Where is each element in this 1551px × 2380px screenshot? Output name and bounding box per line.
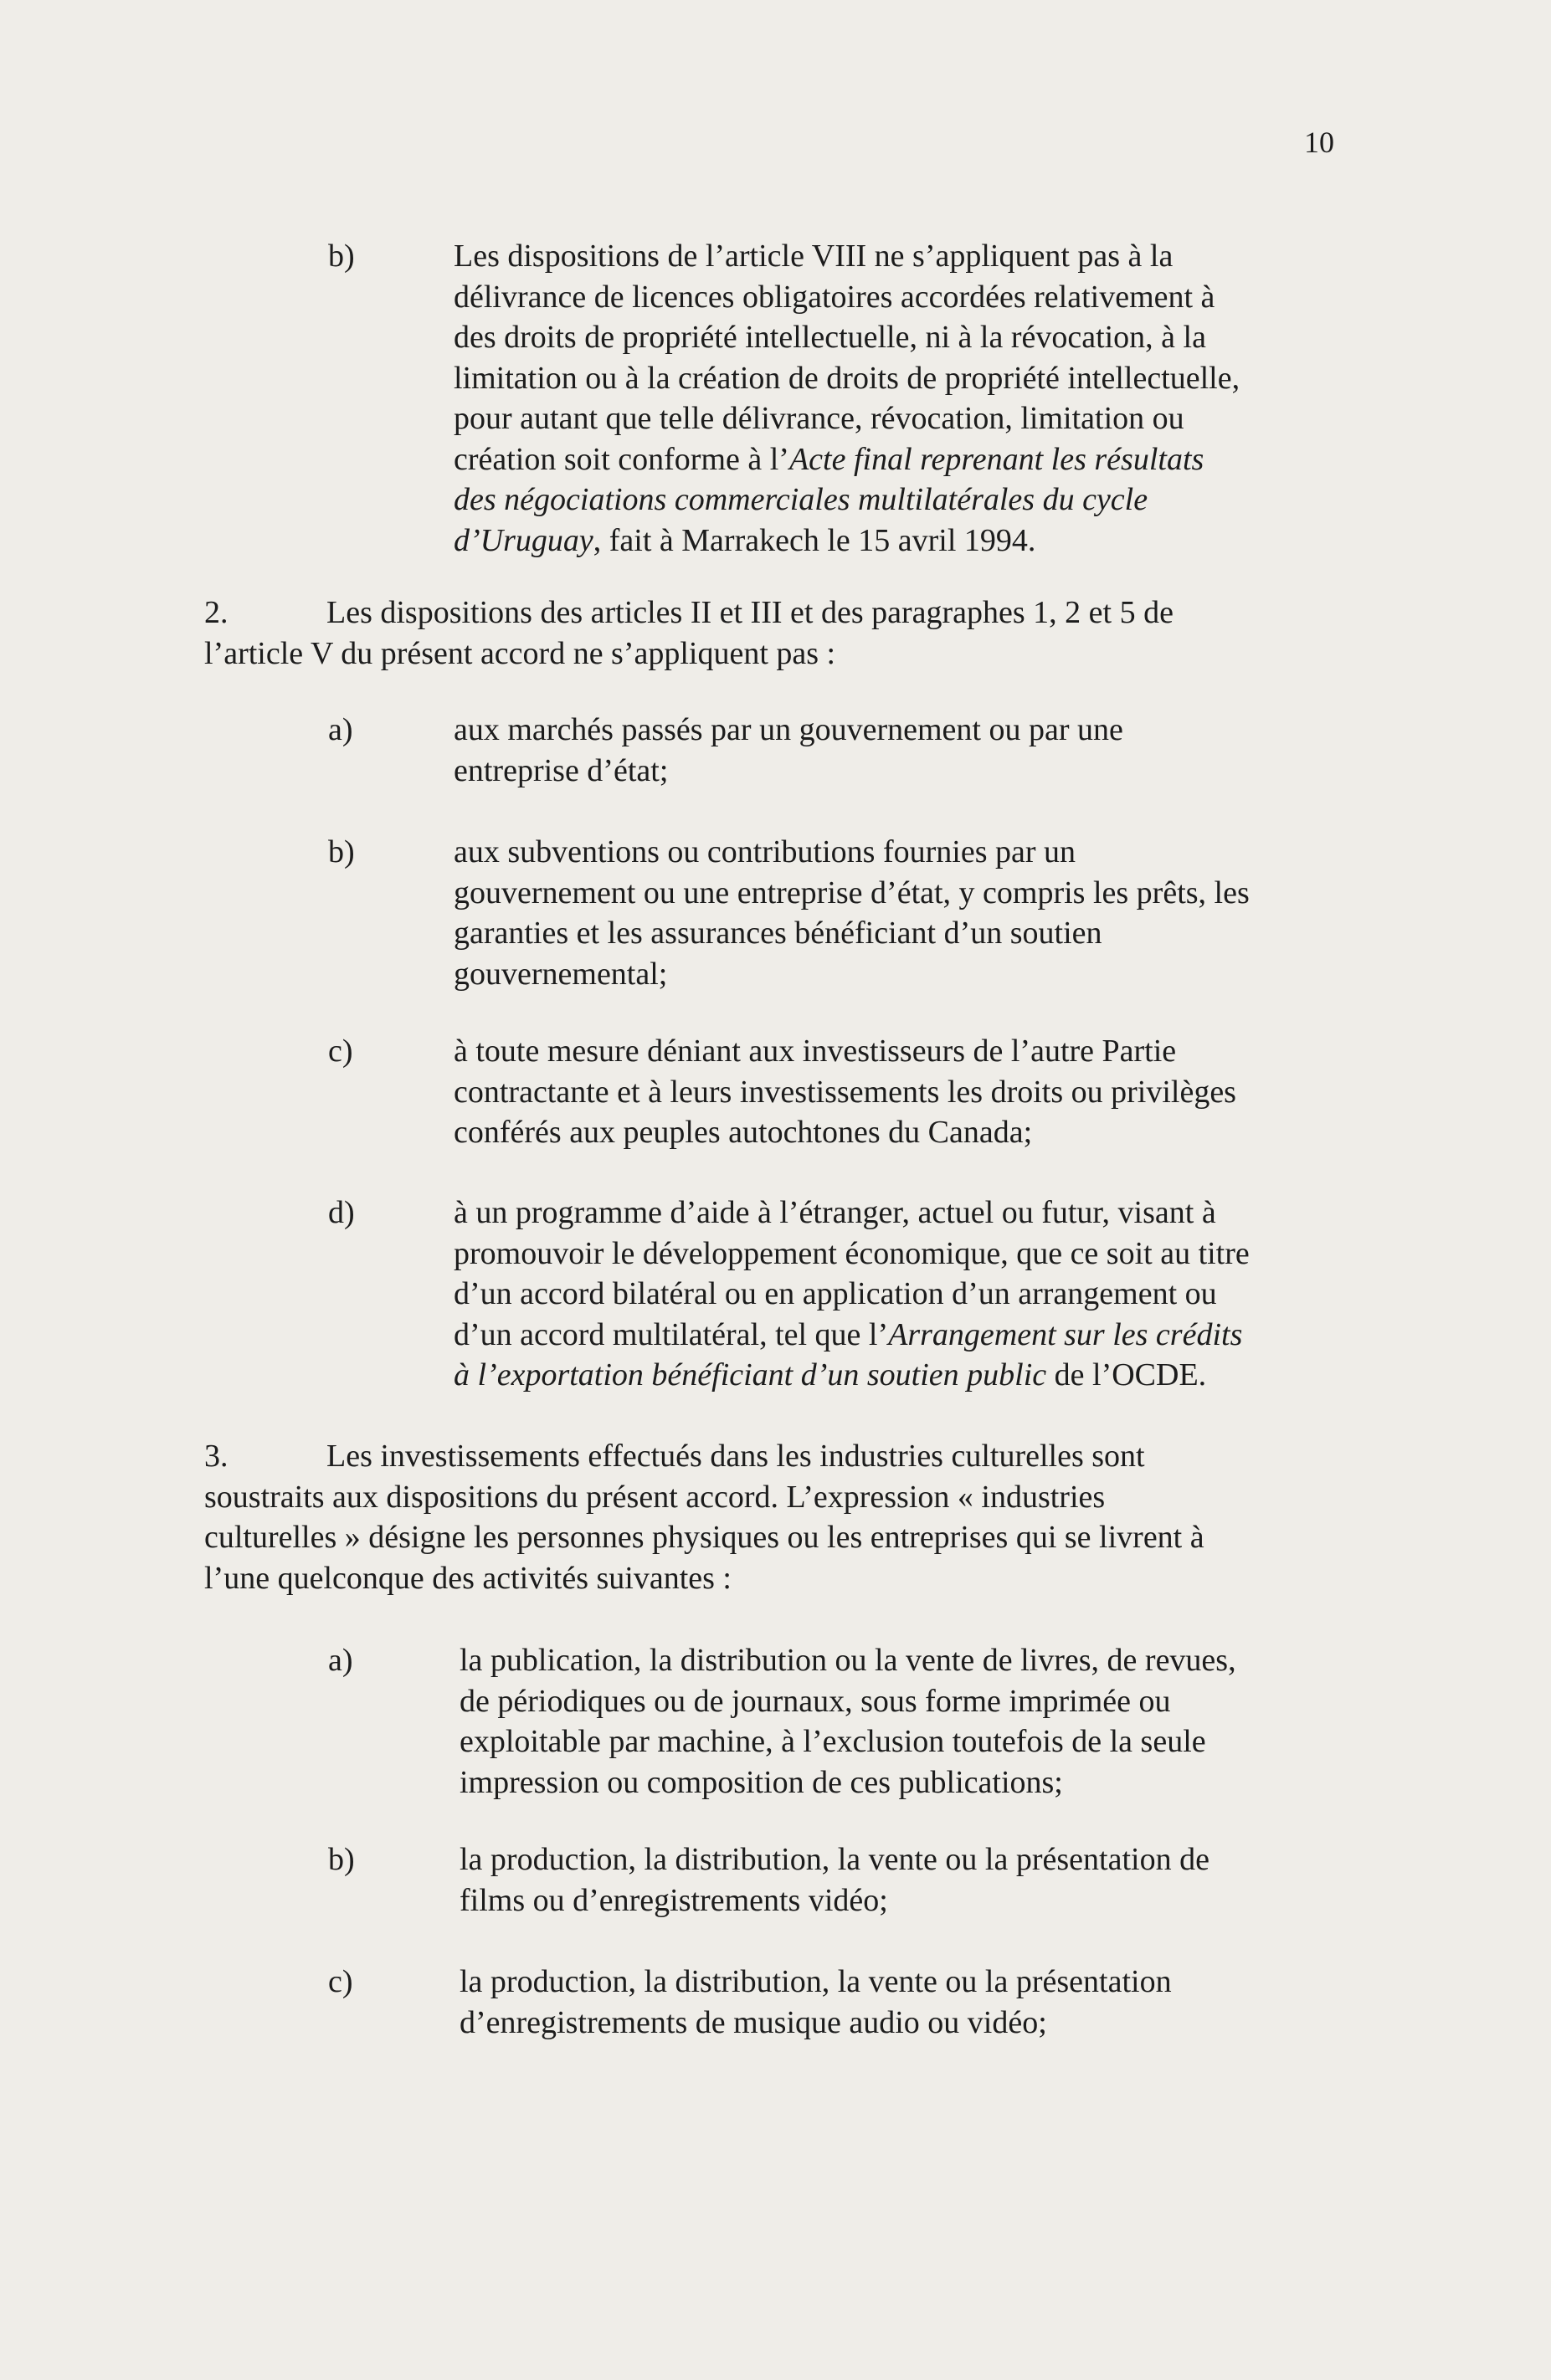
- paragraph-number: 3.: [204, 1439, 229, 1474]
- text-fragment: création soit conforme à l’: [454, 441, 789, 477]
- text-line: [454, 1355, 1250, 1396]
- text-line: culturelles » désigne les personnes physiques ou les entreprises qui se livrent à: [204, 1520, 1204, 1555]
- list-item-text: [460, 1640, 1236, 1803]
- text-fragment: d’un accord multilatéral, tel que l’: [454, 1316, 889, 1352]
- text-line: la production, la distribution, la vente ou la présentation: [460, 1964, 1172, 1999]
- text-line: entreprise d’état;: [454, 752, 669, 788]
- list-item-label: b): [328, 239, 355, 274]
- text-line: [204, 1436, 1204, 1477]
- text-line: gouvernement ou une entreprise d’état, y compris les prêts, les: [454, 875, 1250, 910]
- text-line: impression ou composition de ces publications;: [460, 1764, 1063, 1800]
- text-line: la publication, la distribution ou la vente de livres, de revues,: [460, 1643, 1236, 1678]
- text-line: gouvernemental;: [454, 956, 668, 992]
- text-line: Les dispositions de l’article VIII ne s’appliquent pas à la: [454, 239, 1174, 274]
- text-line: [204, 592, 1174, 633]
- paragraph-2: [204, 592, 1174, 674]
- italic-title: à l’exportation bénéficiant d’un soutien public: [454, 1357, 1047, 1393]
- list-item-label: c): [328, 1034, 353, 1069]
- italic-title: des négociations commerciales multilatérales du cycle: [454, 482, 1148, 517]
- text-line: [454, 521, 1240, 562]
- text-line: contractante et à leurs investissements les droits ou privilèges: [454, 1074, 1236, 1110]
- text-line: la production, la distribution, la vente ou la présentation de: [460, 1842, 1209, 1877]
- paragraph-number: 2.: [204, 595, 229, 630]
- text-line: soustraits aux dispositions du présent accord. L’expression « industries: [204, 1479, 1106, 1515]
- text-line: aux subventions ou contributions fournies par un: [454, 834, 1076, 869]
- text-line: d’un accord bilatéral ou en application d’un arrangement ou: [454, 1276, 1217, 1311]
- text-line: aux marchés passés par un gouvernement ou par une: [454, 712, 1123, 747]
- text-fragment: de l’OCDE.: [1046, 1357, 1207, 1393]
- text-line: à un programme d’aide à l’étranger, actuel ou futur, visant à: [454, 1195, 1216, 1230]
- text-fragment: Les investissements effectués dans les industries culturelles sont: [326, 1439, 1145, 1474]
- list-item-text: [454, 236, 1240, 561]
- text-line: [454, 1315, 1250, 1356]
- text-line: films ou d’enregistrements vidéo;: [460, 1882, 888, 1918]
- italic-title: d’Uruguay: [454, 522, 593, 558]
- list-item-label: b): [328, 834, 355, 869]
- list-item-text: [454, 832, 1250, 994]
- text-line: [454, 439, 1240, 480]
- list-item-text: [454, 1193, 1250, 1396]
- text-line: promouvoir le développement économique, que ce soit au titre: [454, 1235, 1250, 1271]
- text-line: des droits de propriété intellectuelle, ni à la révocation, à la: [454, 320, 1206, 355]
- italic-title: Arrangement sur les crédits: [888, 1316, 1243, 1352]
- list-item-label: d): [328, 1195, 355, 1230]
- text-line: exploitable par machine, à l’exclusion toutefois de la seule: [460, 1724, 1206, 1759]
- text-line: l’une quelconque des activités suivantes :: [204, 1560, 732, 1596]
- italic-title: Acte final reprenant les résultats: [788, 441, 1204, 477]
- list-item-label: a): [328, 712, 353, 747]
- text-line: garanties et les assurances bénéficiant d’un soutien: [454, 916, 1102, 951]
- text-line: l’article V du présent accord ne s’appliquent pas :: [204, 635, 836, 671]
- text-line: d’enregistrements de musique audio ou vidéo;: [460, 2004, 1047, 2040]
- list-item-text: [454, 1031, 1236, 1153]
- paragraph-3: [204, 1436, 1204, 1598]
- text-line: délivrance de licences obligatoires accordées relativement à: [454, 279, 1215, 315]
- text-fragment: Les dispositions des articles II et III et des paragraphes 1, 2 et 5 de: [326, 595, 1174, 630]
- list-item-label: c): [328, 1964, 353, 1999]
- text-line: à toute mesure déniant aux investisseurs de l’autre Partie: [454, 1034, 1177, 1069]
- text-line: de périodiques ou de journaux, sous forme imprimée ou: [460, 1683, 1171, 1719]
- list-item-text: [460, 1839, 1209, 1921]
- page-number: 10: [1304, 126, 1334, 159]
- text-fragment: , fait à Marrakech le 15 avril 1994.: [593, 522, 1036, 558]
- list-item-label: a): [328, 1643, 353, 1678]
- text-line: [454, 480, 1240, 521]
- text-line: conférés aux peuples autochtones du Canada;: [454, 1115, 1033, 1150]
- text-line: limitation ou à la création de droits de propriété intellectuelle,: [454, 360, 1240, 396]
- list-item-text: [460, 1962, 1172, 2043]
- text-line: pour autant que telle délivrance, révocation, limitation ou: [454, 401, 1184, 436]
- list-item-label: b): [328, 1842, 355, 1877]
- list-item-text: [454, 710, 1123, 791]
